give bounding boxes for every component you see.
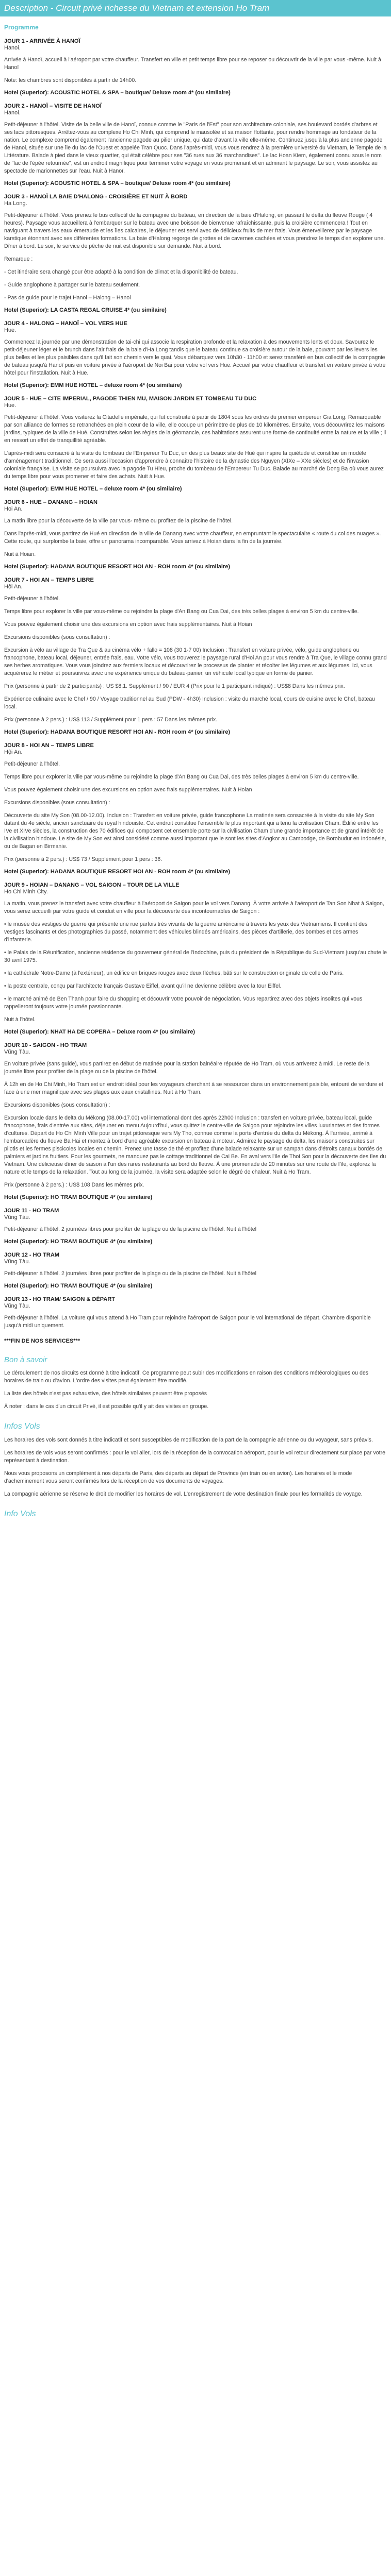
day-title: JOUR 9 - HOIAN – DANANG – VOL SAIGON – TOUR DE LA VILLE (4, 882, 180, 888)
day-location: Ha Long. (4, 200, 27, 207)
day-location: Vũng Tàu. (4, 1049, 30, 1055)
day-location: Hoi An. (4, 506, 23, 512)
day-paragraph: À 12h en de Ho Chi Minh, Ho Tram est un endroit idéal pour les voyageurs cherchant à se ressourcer dans un environnement paisible, entouré de verdure et face à une mer magnifique avec ses plages aux eaux cristallines. Nuit à Ho Tram. (4, 1081, 383, 1095)
day-hotel: Hotel (Superior): HADANA BOUTIQUE RESORT HOI AN - ROH room 4* (ou similaire) (4, 564, 230, 570)
section-title-programme: Programme (4, 24, 39, 31)
infos-vols-para: La compagnie aérienne se réserve le droit de modifier les horaires de vol. L'enregistrement de votre destination finale pour les formalités de voyage. (4, 1491, 363, 1497)
day-hotel: Hotel (Superior): HO TRAM BOUTIQUE 4* (ou similaire) (4, 1239, 153, 1245)
day-hotel: Hotel (Superior): ACOUSTIC HOTEL & SPA – boutique/ Deluxe room 4* (ou similaire) (4, 180, 231, 187)
end-note: ***FIN DE NOS SERVICES*** (4, 1338, 80, 1344)
infos-vols-para: Les horaires des vols sont donnés à titre indicatif et sont susceptibles de modification de la part de la compagnie aérienne ou du voyageur, sans préavis. (4, 1437, 373, 1443)
day-location: Hanoi. (4, 110, 21, 116)
day-paragraph: Prix (personne à partir de 2 participants) : US $8.1. Supplément / 90 / EUR 4 (Prix pour le 1 participant indiqué) : US$8 Dans les mêmes prix. (4, 683, 345, 689)
day-block (4, 194, 387, 313)
day-title: JOUR 12 - HO TRAM (4, 1252, 59, 1258)
day-title: JOUR 5 - HUE – CITE IMPERIAL, PAGODE THIEN MU, MAISON JARDIN ET TOMBEAU TU DUC (4, 396, 257, 402)
day-title: JOUR 1 - ARRIVÉE À HANOÏ (4, 38, 80, 44)
day-block (4, 882, 387, 1035)
day-paragraph: Petit-déjeuner à l'hôtel. 2 journées libres pour profiter de la plage ou de la piscine de l'hôtel. Nuit à l'hôtel (4, 1270, 256, 1277)
day-title: JOUR 13 - HO TRAM/ SAIGON & DÉPART (4, 1296, 115, 1302)
day-location: Vũng Tàu. (4, 1214, 30, 1221)
day-hotel: Hotel (Superior): HADANA BOUTIQUE RESORT HOI AN - ROH room 4* (ou similaire) (4, 729, 230, 735)
day-paragraph: L'après-midi sera consacré à la visite du tombeau de l'Empereur Tu Duc, un des plus beaux site de Hué qui inspire la quiétude et constitue un modèle d'aménagement traditionnel. Ce sera aussi l'occasion d'apprendre à connaître l'histoire de la dynastie des Nguyen (XIXe – XXe siècles) et de l'invasion coloniale française. La visite se poursuivra avec la pagode Tu Hieu, proche du tombeau de l'Empereur Tu Duc. Balade au marché de Dong Ba où vous aurez du temps libre pour vous promener et faire des achats. Nuit à Hue. (4, 450, 384, 480)
day-paragraph: Remarque : (4, 256, 33, 262)
day-paragraph: Vous pouvez également choisir une des excursions en option avec frais supplémentaires. Nuit à Hoian (4, 621, 252, 628)
day-paragraph: • le musée des vestiges de guerre qui présente une rue parfois très vivante de la guerre américaine à travers les yeux des Vietnamiens. Il contient des vestiges fascinants et des photographies du passé, notamment des véhicules blindés américains, des pièces d'artillerie, des bombes et des armes d'infanterie. (4, 921, 368, 943)
day-title: JOUR 7 - HOI AN – TEMPS LIBRE (4, 577, 94, 583)
day-block (4, 1252, 387, 1289)
day-paragraph: • la cathédrale Notre-Dame (à l'extérieur), un édifice en briques rouges avec deux flèches, bâti sur le construction originale de colle de Paris. (4, 970, 344, 976)
day-paragraph: Prix (personne à 2 pers.) : US$ 108 Dans les mêmes prix. (4, 1182, 144, 1188)
day-paragraph: Excursions disponibles (sous consultation) : (4, 800, 110, 806)
info-vols-title-2: Info Vols (4, 1510, 36, 1518)
day-block (4, 1296, 387, 1330)
day-title: JOUR 3 - HANOÏ LA BAIE D'HALONG - CROISIÈRE ET NUIT À BORD (4, 194, 188, 200)
day-location: Hội An. (4, 749, 23, 755)
day-location: Hội An. (4, 584, 23, 590)
day-paragraph: Prix (personne à 2 pers.) : US$ 73 / Supplément pour 1 pers : 36. (4, 856, 162, 862)
days-list (0, 38, 391, 1330)
day-hotel: Hotel (Superior): ACOUSTIC HOTEL & SPA – boutique/ Deluxe room 4* (ou similaire) (4, 90, 231, 96)
day-paragraph: Petit-déjeuner à l'hôtel. Vous visiterez la Citadelle impériale, qui fut construite à partir de 1804 sous les ordres du premier empereur Gia Long. Remarquable par son alliance de formes se retranchées en plein cœur de la ville, elle occupe un périmètre de plus de 10 kilomètres. Ensuite, vous découvrirez les maisons jardins, typiques de la ville de Hué. Construites selon les règles de la géomancie, ces habitations assurent une forme de continuité entre la nature et la ville ; il en ressort un effet de tranquillité agréable. (4, 414, 386, 444)
day-block (4, 577, 387, 735)
day-paragraph: Vous pouvez également choisir une des excursions en option avec frais supplémentaires. Nuit à Hoian (4, 787, 252, 793)
bon-a-savoir-title: Bon à savoir (4, 1355, 47, 1364)
infos-vols-para: Les horaires de vols vous seront confirmés : pour le vol aller, lors de la réception de la convocation aéroport, pour le vol retour directement sur place par votre représentant à destination. (4, 1450, 386, 1464)
day-paragraph: La matin libre pour la découverte de la ville par vous- même ou profitez de la piscine de l'hôtel. (4, 518, 233, 524)
day-paragraph: Excursions disponibles (sous consultation) : (4, 1102, 110, 1108)
day-paragraph: • le Palais de la Réunification, ancienne résidence du gouverneur général de l'Indochine, puis du président de la République du Sud-Vietnam jusqu'au chute le 30 avril 1975. (4, 950, 387, 963)
day-title: JOUR 10 - SAIGON - HO TRAM (4, 1042, 87, 1048)
day-paragraph: La matin, vous prenez le transfert avec votre chauffeur à l'aéroport de Saigon pour le vol vers Danang. À votre arrivée à l'aéroport de Tan Son Nhat à Saigon, vous serez accueilli par votre guide et conduit en ville pour la découverte des incontournables de Saigon : (4, 901, 384, 914)
day-hotel: Hotel (Superior): LA CASTA REGAL CRUISE 4* (ou similaire) (4, 307, 167, 313)
day-location: Vũng Tàu. (4, 1259, 30, 1265)
day-paragraph: Dans l'après-midi, vous partirez de Hué en direction de la ville de Danang avec votre chauffeur, en empruntant le spectaculaire « route du col des nuages ». Cette route, qui surplombe la baie, offre un panorama incomparable. Vous arrivez à Hoian dans la fin de la journée. (4, 531, 381, 545)
day-paragraph: Temps libre pour explorer la ville par vous-même ou rejoindre la plage d'An Bang ou Cua Dai, des très belles plages à environ 5 km du centre-ville. (4, 774, 359, 780)
day-location: Hanoi. (4, 45, 21, 51)
day-paragraph: • le marché animé de Ben Thanh pour faire du shopping et découvrir votre pouvoir de négociation. Vous repartirez avec des objets insolites qui vous rappelleront toujours votre journée passionnante. (4, 996, 363, 1010)
day-title: JOUR 4 - HALONG – HANOÏ – VOL VERS HUE (4, 320, 127, 327)
day-hotel: Hotel (Superior): NHAT HA DE COPERA – Deluxe room 4* (ou similaire) (4, 1029, 195, 1035)
day-paragraph: Expérience culinaire avec le Chef / 90 / Voyage traditionnel au Sud (PDW - 4h30) Inclusion : visite du marché local, cours de cuisine avec le Chef, bateau local. (4, 696, 375, 710)
day-paragraph: Découverte du site My Son (08.00-12.00). Inclusion : Transfert en voiture privée, guide francophone La matinée sera consacrée à la visite du site My Son datant du 4e siècle, ancien sanctuaire de royal hindouiste. Cet endroit constitue l'ensemble le plus important qui a tenu la civilisation Cham. Édifié entre les IVe et XIVe siècles, la construction des 70 édifices qui composent cet ensemble porte sur la civilisation Cham d'une grande importance et de grand intérêt de la civilisation hindoue. Le site de My Son est ainsi considéré comme aussi important que le sont les sites d'Angkor au Cambodge, de Borobudur en Indonésie, ou de Bagan en Birmanie. (4, 812, 386, 850)
day-paragraph: Arrivée à Hanoï, accueil à l'aéroport par votre chauffeur. Transfert en ville et petit temps libre pour se reposer ou découvrir de la ville par vous -même. Nuit à Hanoï (4, 57, 381, 71)
day-paragraph: Petit-déjeuner à l'hôtel. 2 journées libres pour profiter de la plage ou de la piscine de l'hôtel. Nuit à l'hôtel (4, 1226, 256, 1232)
day-paragraph: Excursions disponibles (sous consultation) : (4, 634, 110, 640)
day-title: JOUR 2 - HANOÏ – VISITE DE HANOÏ (4, 103, 102, 109)
day-block (4, 1208, 387, 1245)
day-paragraph: Petit-déjeuner à l'hôtel. Vous prenez le bus collectif de la compagnie du bateau, en direction de la baie d'Halong, en passant le delta du fleuve Rouge ( 4 heures). Paysage vous accueillera à l'embarquer sur le bateau avec une boisson de bienvenue rafraîchissante, puis la croisière commencera ! Tout en naviguant à travers les eaux émeraude et les îles calcaires, le déjeuner est servi avec de délicieux fruits de mer frais. Vous émerveillerez par le paysage karstique étonnant avec ses différentes formations. La baie d'Halong regorge de grottes et de cavernes cachées et vous prendrez le temps d'en explorer une. Dîner à bord. Le soir, le service de pêche de nuit est disponible sur demande. Nuit à bord. (4, 212, 385, 249)
day-block (4, 103, 387, 187)
day-paragraph: Note: les chambres sont disponibles à partir de 14h00. (4, 77, 137, 83)
day-block (4, 38, 387, 96)
bon-a-savoir-para: À noter : dans le cas d'un circuit Privé, il est possible qu'il y ait des visites en groupe. (4, 1403, 209, 1410)
day-location: Vũng Tàu. (4, 1303, 30, 1309)
day-paragraph: En voiture privée (sans guide), vous partirez en début de matinée pour la station balnéaire réputée de Ho Tram, où vous arriverez à midi. Le reste de la journée libre pour profiter de la plage ou de la piscine de l'hôtel. (4, 1061, 370, 1075)
bon-a-savoir-para: La liste des hôtels n'est pas exhaustive, des hôtels similaires peuvent être proposés (4, 1391, 207, 1397)
day-block (4, 499, 387, 570)
day-block (4, 320, 387, 388)
infos-vols-para: Nous vous proposons un complément à nos départs de Paris, des départs au départ de Province (en train ou en avion). Les horaires et le mode d'acheminement vous seront confirmés lors de la réception de vos documents de voyages. (4, 1470, 352, 1484)
page-title: Description - Circuit privé richesse du Vietnam et extension Ho Tram (4, 3, 270, 13)
day-paragraph: • la poste centrale, conçu par l'architecte français Gustave Eiffel, avant qu'il ne devienne célèbre avec la tour Eiffel. (4, 983, 282, 989)
day-block (4, 1042, 387, 1200)
infos-vols-body (0, 1436, 391, 1498)
page-header (0, 0, 391, 16)
day-title: JOUR 8 - HOI AN – TEMPS LIBRE (4, 742, 94, 749)
day-paragraph: Excursion à vélo au village de Tra Que & au cinéma vélo + fallo = 108 (30 1-7 00) Inclusion : Transfert en voiture privée, vélo, guide anglophone ou francophone, bateau local, déjeuner, entrée frais, eau. Votre vélo, vous trouverez le paysage rural d'Hoi An pour vous rendre à Tra Que, le village connu grand ses herbes aromatiques. Vous vous joindrez aux fermiers locaux et découvrirez le processus de planter et récolter les légumes et aux légumes. Ici, vous acquérerez le métier et poursuivrez avec une expérience unique du bateau-panier, un véhicule local typique en forme de panier. (4, 647, 387, 676)
day-paragraph: Petit-déjeuner à l'hôtel. (4, 761, 60, 767)
day-paragraph: Commencez la journée par une démonstration de tai-chi qui associe la respiration profonde et la relaxation à des mouvements lents et doux. Savourez le petit-déjeuner léger et le brunch dans l'air frais de la baie d'Ha Long tandis que le bateau continue sa croisière autour de la baie, pouvant par les levers les plus belles et les plus paisibles dans qu'il fait son chemin vers le quai. Vous débarquez vers 10h30 - 11h00 et serez transféré en bus collectif de la compagnie de bateau jusqu'à Hanoï puis en voiture privée à l'aéroport de Noi Bai pour votre vol vers Hue. Accueil par votre chauffeur et transfert en voiture privée à votre hôtel pour l'installation. Nuit à Hue. (4, 339, 386, 376)
day-location: Ho Chi Minh City. (4, 889, 48, 895)
bon-a-savoir-para: Le déroulement de nos circuits est donné à titre indicatif. Ce programme peut subir des modifications en raison des conditions météorologiques ou des horaires de train ou d'avion. L'ordre des visites peut également être modifié. (4, 1370, 369, 1384)
day-location: Hue. (4, 402, 17, 409)
day-location: Hue. (4, 327, 17, 333)
day-hotel: Hotel (Superior): HO TRAM BOUTIQUE 4* (ou similaire) (4, 1283, 153, 1289)
day-hotel: Hotel (Superior): EMM HUE HOTEL – deluxe room 4* (ou similaire) (4, 382, 182, 388)
bon-a-savoir-body (0, 1369, 391, 1411)
day-hotel: Hotel (Superior): HADANA BOUTIQUE RESORT HOI AN - ROH room 4* (ou similaire) (4, 869, 230, 875)
day-paragraph: Petit-déjeuner à l'hôtel. Visite de la belle ville de Hanoï, connue comme le "Paris de l'Est" pour son architecture coloniale, ses boulevard bordés d'arbres et ses lacs pittoresques. Arrêtez-vous au complexe Ho Chi Minh, qui comprend le mausolée et sa maison flottante, pour rendre hommage au fondateur de la nation. Le complexe comprend également l'ancienne pagode au pilier unique, qui date d'avant la ville elle-même. Continuez jusqu'à la plus ancienne pagode de Hanoi, située sur une île du lac de l'Ouest et appelée Tran Quoc. Dans l'après-midi, vous vous rendrez à la première université du Vietnam, le Temple de la Littérature. Balade à pied dans le vieux quartier, qui était célèbre pour ses "36 rues aux 36 marchandises". Le lac Hoan Kiem, également connu sous le nom de "lac de l'épée retournée", est un endroit magnifique pour terminer votre voyage en vous promenant et en admirant le paysage. Le soir, vous assistez au spectacle de marionnettes sur l'eau. Nuit à Hanoï. (4, 122, 387, 174)
day-block (4, 396, 387, 492)
day-paragraph: - Pas de guide pour le trajet Hanoi – Halong – Hanoi (4, 295, 131, 301)
day-hotel: Hotel (Superior): HO TRAM BOUTIQUE 4* (ou similaire) (4, 1194, 153, 1200)
day-title: JOUR 11 - HO TRAM (4, 1208, 59, 1214)
day-hotel: Hotel (Superior): EMM HUE HOTEL – deluxe room 4* (ou similaire) (4, 486, 182, 492)
day-paragraph: - Guide anglophone à partager sur le bateau seulement. (4, 282, 140, 288)
day-paragraph: Petit-déjeuner à l'hôtel. La voiture qui vous attend à Ho Tram pour rejoindre l'aéroport de Saigon pour le vol international de départ. Chambre disponible jusqu'à midi uniquement. (4, 1315, 371, 1329)
day-paragraph: Nuit à l'hôtel. (4, 1016, 36, 1023)
day-paragraph: Prix (personne à 2 pers.) : US$ 113 / Supplément pour 1 pers : 57 Dans les mêmes prix. (4, 717, 218, 723)
day-paragraph: Excursion locale dans le delta du Mékong (08.00-17.00) vol international dont des après 22h00 Inclusion : transfert en voiture privée, bateau local, guide francophone, frais d'entrée aux sites, déjeuner en menu Aujourd'hui, vous quittez le centre-ville de Saigon pour rejoindre les villes luxuriantes et des formes d'cultures. Départ de Ho Chi Minh Ville pour un trajet pittoresque vers My Tho, connue comme la porte d'entrée du delta du Mékong. À l'arrivée, arrimé à l'embarcadère du fleuve Ba Hai et montez à bord d'une agréable excursion en bateau à moteur. Admirez le paysage du delta, les maisons construites sur pilotis et les fermes piscicoles locales en chemin. Prenez une tasse de thé et profitez d'une balade relaxante sur un sampan dans d'étroits canaux bordés de palmiers et jardins fruitiers. Pour les gourmets, ne manquez pas le cottage traditionnel de Cai Be. En aval vers l'Ile de Thoi Son pour la découverte des îles du Vietnam. Une délicieuse dîner de saison à l'un des rares restaurants au bord du fleuve. À une promenade de 20 minutes sur une route de l'île, explorez la nature et le temps de la relaxation. Tout au long de la journée, la visite sera adaptée selon le dégré de chaleur. Nuit à Ho Tram. (4, 1115, 386, 1175)
day-title: JOUR 6 - HUE – DANANG – HOIAN (4, 499, 97, 505)
day-paragraph: Petit-déjeuner à l'hôtel. (4, 596, 60, 602)
infos-vols-title: Infos Vols (4, 1422, 40, 1431)
day-paragraph: Temps libre pour explorer la ville par vous-même ou rejoindre la plage d'An Bang ou Cua Dai, des très belles plages à environ 5 km du centre-ville. (4, 608, 359, 615)
day-block (4, 742, 387, 875)
day-paragraph: - Cet itinéraire sera changé pour être adapté à la condition de climat et la disponibilité de bateau. (4, 269, 238, 275)
day-paragraph: Nuit à Hoian. (4, 551, 36, 557)
